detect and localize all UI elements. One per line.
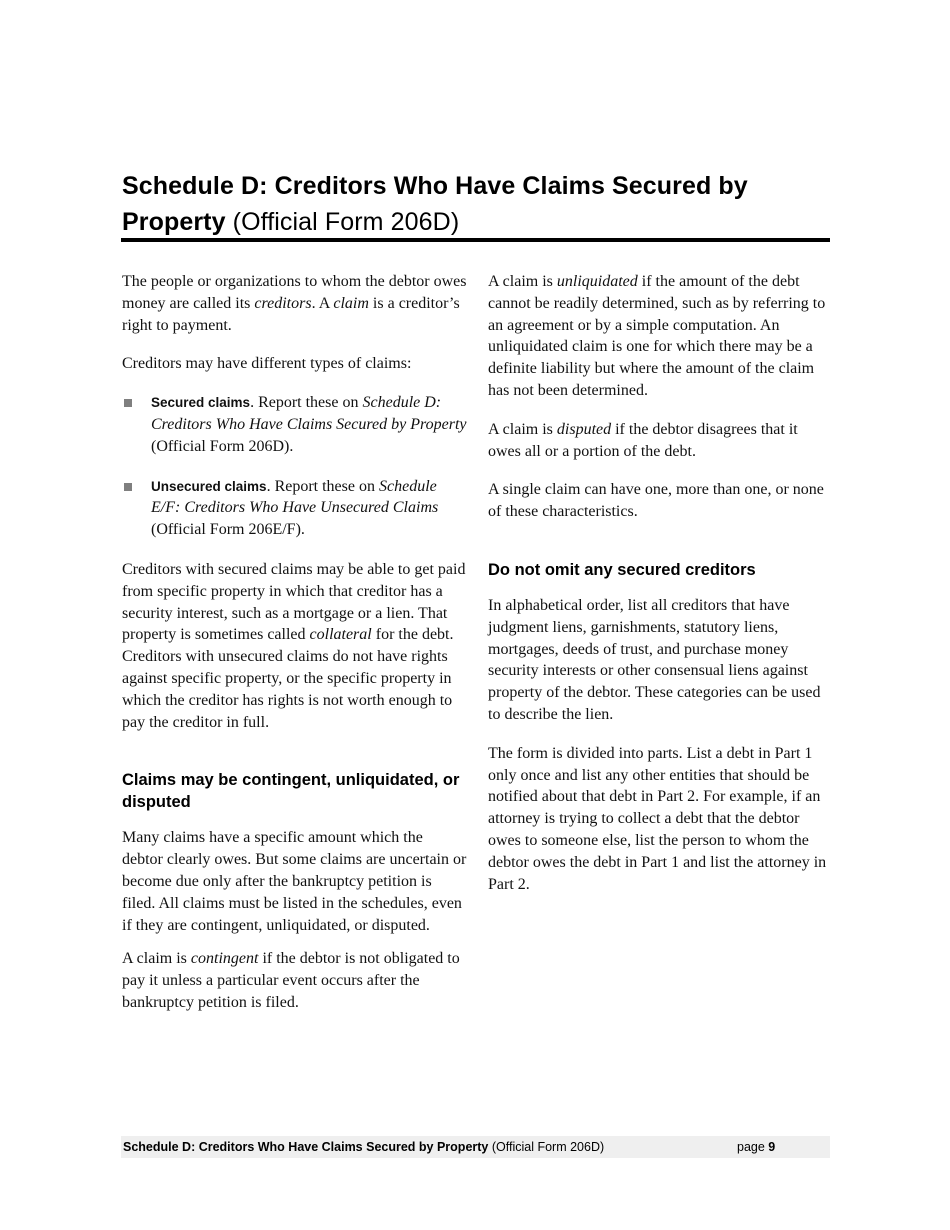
square-bullet-icon	[124, 483, 132, 491]
footer-form-number: (Official Form 206D)	[491, 1140, 605, 1154]
page-title	[122, 168, 832, 240]
text-run: A claim is	[488, 273, 557, 290]
contingent-paragraph	[122, 948, 467, 1013]
characteristics-paragraph: A single claim can have one, more than one, or none of these characteristics.	[488, 481, 824, 521]
term-contingent: contingent	[190, 950, 259, 968]
title-rule	[121, 238, 830, 242]
term-collateral: collateral	[309, 626, 372, 644]
claim-types-paragraph: Creditors may have different types of claims:	[122, 355, 412, 373]
intro-paragraph	[122, 271, 467, 336]
text-run: for the debt. Creditors with unsecured claims do not have rights against specific property, or the specific property in which the creditor has rights is not worth enough to pay the creditor in full.	[122, 626, 454, 731]
list-item	[122, 476, 467, 541]
page-footer	[121, 1136, 830, 1158]
text-run: A claim is	[488, 420, 557, 438]
text-run: The people or organizations to whom the debtor owes money are called its	[122, 273, 467, 312]
text-run: if the debtor is not obligated to pay it unless a particular event occurs after the bankruptcy petition is filed.	[122, 950, 460, 1011]
list-item	[122, 392, 467, 457]
term-disputed: disputed	[556, 420, 612, 438]
section-heading-secured-creditors: Do not omit any secured creditors	[488, 560, 756, 579]
alphabetical-order-paragraph: In alphabetical order, list all creditors that have judgment liens, garnishments, statutory liens, mortgages, deeds of trust, and purchase money security interests or other consensual liens against property of the debtor. These categories can be used to describe the lien.	[488, 596, 821, 723]
page-title-main: Schedule D: Creditors Who Have Claims Secured by Property	[122, 172, 748, 236]
term-creditors: creditors	[254, 294, 312, 312]
page-number	[737, 1136, 775, 1158]
form-reference: Schedule E/F: Creditors Who Have Unsecured Claims	[151, 477, 439, 517]
secured-claims-paragraph	[122, 559, 467, 733]
text-run: . A	[311, 294, 334, 312]
right-column	[488, 271, 833, 912]
form-reference: Schedule D: Creditors Who Have Claims Secured by Property	[151, 394, 467, 433]
unliquidated-paragraph	[488, 271, 833, 402]
text-run: . Report these on	[266, 477, 379, 495]
term-claim: claim	[333, 294, 369, 312]
text-run: is a creditor’s right to payment.	[122, 294, 460, 334]
term-unliquidated: unliquidated	[556, 273, 638, 290]
text-run: if the debtor disagrees that it owes all or a portion of the debt.	[488, 420, 798, 460]
claims-paragraph: Many claims have a specific amount which the debtor clearly owes. But some claims are uncertain or become due only after the bankruptcy petition is filed. All claims must be listed in the schedules, even if they are contingent, unliquidated, or disputed.	[122, 829, 467, 934]
form-parts-paragraph: The form is divided into parts. List a debt in Part 1 only once and list any other entities that should be notified about that debt in Part 2. For example, if an attorney is trying to collect a debt that the debtor owes to someone else, list the person to whom the debtor owes the debt in Part 1 and list the attorney in Part 2.	[488, 744, 827, 893]
text-run: Creditors with secured claims may be able to get paid from specific property in which that creditor has a security interest, such as a mortgage or a lien. That property is sometimes called	[122, 560, 466, 644]
page-label: page	[737, 1140, 765, 1154]
text-run: (Official Form 206E/F).	[151, 521, 305, 539]
text-run: . Report these on	[250, 394, 363, 412]
page-number-value: 9	[768, 1140, 776, 1154]
text-run: A claim is	[122, 950, 191, 968]
page-title-form-number: (Official Form 206D)	[232, 208, 460, 236]
bullet-label: Secured claims	[151, 395, 251, 411]
left-column	[122, 271, 467, 1031]
text-run: if the amount of the debt cannot be readily determined, such as by referring to an agreement or by a simple computation. An unliquidated claim is one for which there may be a definite liability but where the amount of the claim has not been determined.	[488, 273, 826, 399]
claim-types-list	[122, 392, 467, 541]
footer-title	[123, 1136, 604, 1158]
square-bullet-icon	[124, 399, 132, 407]
disputed-paragraph	[488, 419, 833, 463]
text-run: (Official Form 206D).	[151, 437, 294, 455]
bullet-label: Unsecured claims	[151, 478, 267, 494]
footer-title-main: Schedule D: Creditors Who Have Claims Secured by Property	[123, 1140, 489, 1154]
section-heading-claims: Claims may be contingent, unliquidated, or disputed	[122, 771, 460, 812]
